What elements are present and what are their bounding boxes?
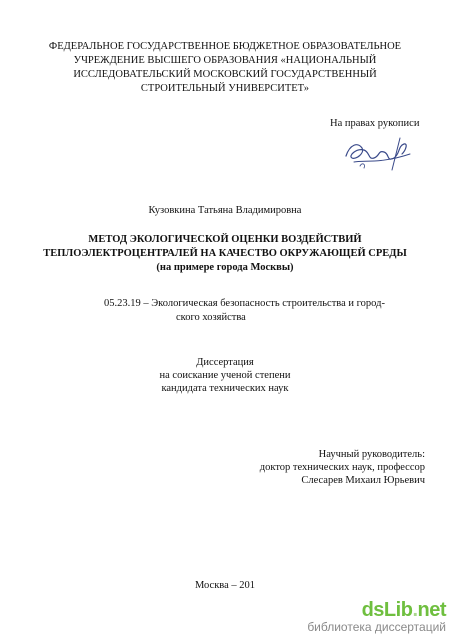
specialty-code (104, 297, 424, 325)
logo-tld: net (417, 599, 446, 621)
title-line: ТЕПЛОЭЛЕКТРОЦЕНТРАЛЕЙ НА КАЧЕСТВО ОКРУЖАЮЩЕЙ СРЕДЫ (43, 248, 407, 259)
supervisor-line: Научный руководитель: (318, 449, 425, 460)
title-line: МЕТОД ЭКОЛОГИЧЕСКОЙ ОЦЕНКИ ВОЗДЕЙСТВИЙ (88, 234, 362, 245)
degree-line: кандидата технических наук (161, 383, 289, 394)
supervisor-line: Слесарев Михаил Юрьевич (301, 475, 425, 486)
dslib-watermark[interactable] (307, 600, 446, 634)
institution-line: СТРОИТЕЛЬНЫЙ УНИВЕРСИТЕТ» (140, 83, 310, 94)
institution-line: ИССЛЕДОВАТЕЛЬСКИЙ МОСКОВСКИЙ ГОСУДАРСТВЕННЫЙ (73, 69, 377, 80)
degree-line: Диссертация (196, 357, 254, 368)
title-subline: (на примере города Москвы) (156, 262, 294, 273)
specialty-line-1: 05.23.19 – Экологическая безопасность строительства и город- (104, 298, 385, 309)
dslib-subtitle: библиотека диссертаций (307, 620, 446, 634)
institution-header (40, 40, 410, 96)
rights-note: На правах рукописи (330, 118, 420, 129)
degree-statement (0, 356, 450, 395)
city-year: Москва – 201 (194, 580, 256, 591)
author-name: Кузовкина Татьяна Владимировна (148, 205, 302, 216)
dslib-logo (307, 600, 446, 620)
specialty-line-2: ского хозяйства (176, 312, 246, 323)
handwritten-signature (340, 136, 420, 172)
supervisor-block (250, 448, 425, 487)
institution-line: ФЕДЕРАЛЬНОЕ ГОСУДАРСТВЕННОЕ БЮДЖЕТНОЕ ОБРАЗОВАТЕЛЬНОЕ (48, 41, 402, 52)
dissertation-title (20, 233, 430, 275)
logo-dot: . (412, 599, 418, 621)
logo-main: dsLib (361, 599, 413, 621)
institution-line: УЧРЕЖДЕНИЕ ВЫСШЕГО ОБРАЗОВАНИЯ «НАЦИОНАЛЬНЫЙ (73, 55, 377, 66)
supervisor-line: доктор технических наук, профессор (259, 462, 425, 473)
degree-line: на соискание ученой степени (159, 370, 291, 381)
